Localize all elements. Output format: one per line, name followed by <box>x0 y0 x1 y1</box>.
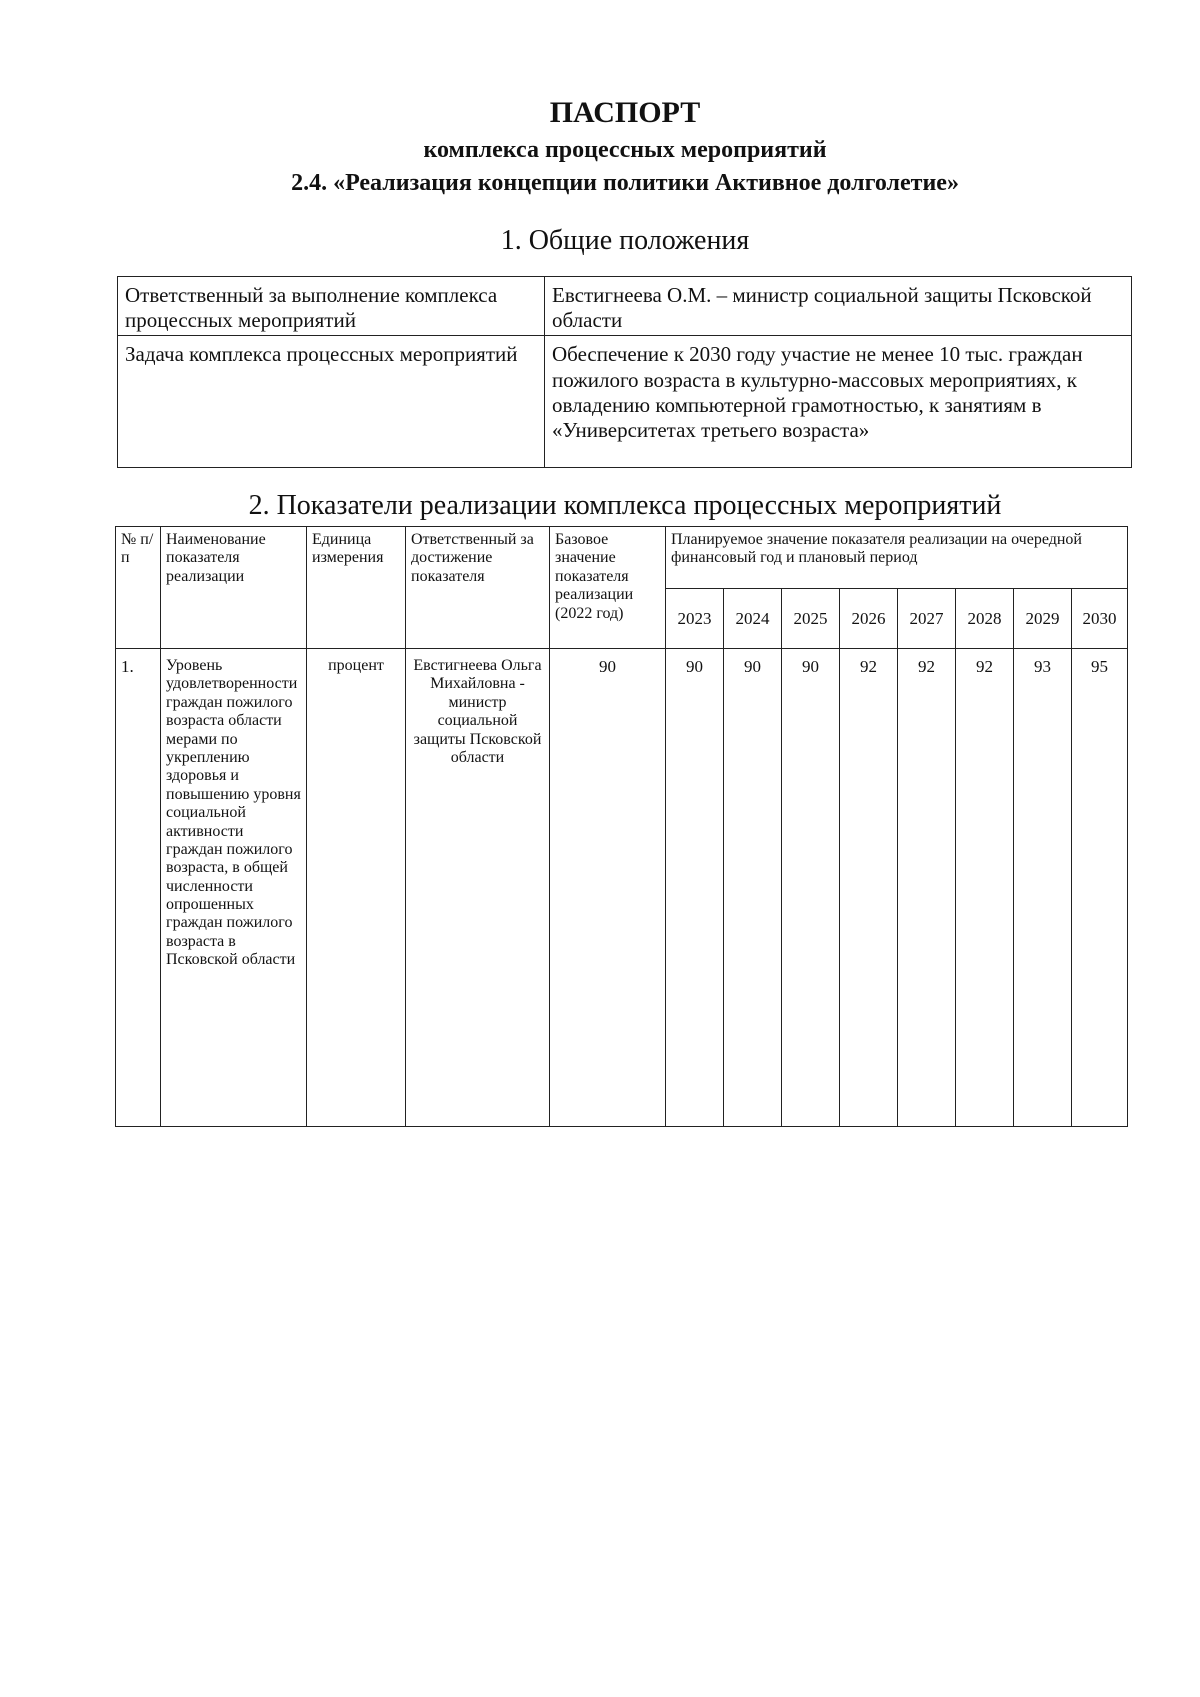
table-header-row <box>116 527 1128 589</box>
col-header-num: № п/п <box>116 527 161 649</box>
responsible-label: Ответственный за выполнение комплекса процессных мероприятий <box>118 277 545 336</box>
task-label: Задача комплекса процессных мероприятий <box>118 336 545 468</box>
table-row <box>116 649 1128 1127</box>
program-name: 2.4. «Реализация концепции политики Активное долголетие» <box>291 170 959 196</box>
indicator-unit: процент <box>307 649 406 1127</box>
col-header-unit: Единица измерения <box>307 527 406 649</box>
indicator-responsible: Евстигнеева Ольга Михайловна - министр социальной защиты Псковской области <box>406 649 550 1127</box>
indicator-name: Уровень удовлетворенности граждан пожилого возраста области мерами по укреплению здоровья и повышению уровня социальной активности граждан пожилого возраста, в общей численности опрошенных граждан пожилого возраста в Псковской области <box>161 649 307 1127</box>
section2-heading: 2. Показатели реализации комплекса процессных мероприятий <box>248 490 1002 521</box>
indicator-year-value: 95 <box>1072 649 1128 1127</box>
row-num: 1. <box>116 649 161 1127</box>
document-title: ПАСПОРТ <box>549 96 701 129</box>
indicator-year-value: 90 <box>666 649 724 1127</box>
indicators-table <box>115 526 1128 1127</box>
task-value: Обеспечение к 2030 году участие не менее 10 тыс. граждан пожилого возраста в культурно-массовых мероприятиях, к овладению компьютерной грамотностью, к занятиям в «Университетах третьего возраста» <box>545 336 1132 468</box>
col-header-year: 2028 <box>956 589 1014 649</box>
col-header-year: 2027 <box>898 589 956 649</box>
table-row <box>118 336 1132 468</box>
indicator-year-value: 90 <box>782 649 840 1127</box>
indicator-base-value: 90 <box>550 649 666 1127</box>
col-header-year: 2023 <box>666 589 724 649</box>
indicator-year-value: 93 <box>1014 649 1072 1127</box>
section1-heading: 1. Общие положения <box>500 225 750 256</box>
general-provisions-table <box>117 276 1132 468</box>
col-header-year: 2025 <box>782 589 840 649</box>
col-header-year: 2024 <box>724 589 782 649</box>
indicator-year-value: 90 <box>724 649 782 1127</box>
responsible-value: Евстигнеева О.М. – министр социальной защиты Псковской области <box>545 277 1132 336</box>
col-header-name: Наименование показателя реализации <box>161 527 307 649</box>
col-header-year: 2030 <box>1072 589 1128 649</box>
document-subtitle: комплекса процессных мероприятий <box>423 137 827 163</box>
indicator-year-value: 92 <box>956 649 1014 1127</box>
indicator-year-value: 92 <box>840 649 898 1127</box>
col-header-year: 2026 <box>840 589 898 649</box>
col-header-year: 2029 <box>1014 589 1072 649</box>
col-header-base: Базовое значение показателя реализации (2022 год) <box>550 527 666 649</box>
table-row <box>118 277 1132 336</box>
indicator-year-value: 92 <box>898 649 956 1127</box>
col-header-responsible: Ответственный за достижение показателя <box>406 527 550 649</box>
col-header-planned: Планируемое значение показателя реализации на очередной финансовый год и плановый период <box>666 527 1128 589</box>
